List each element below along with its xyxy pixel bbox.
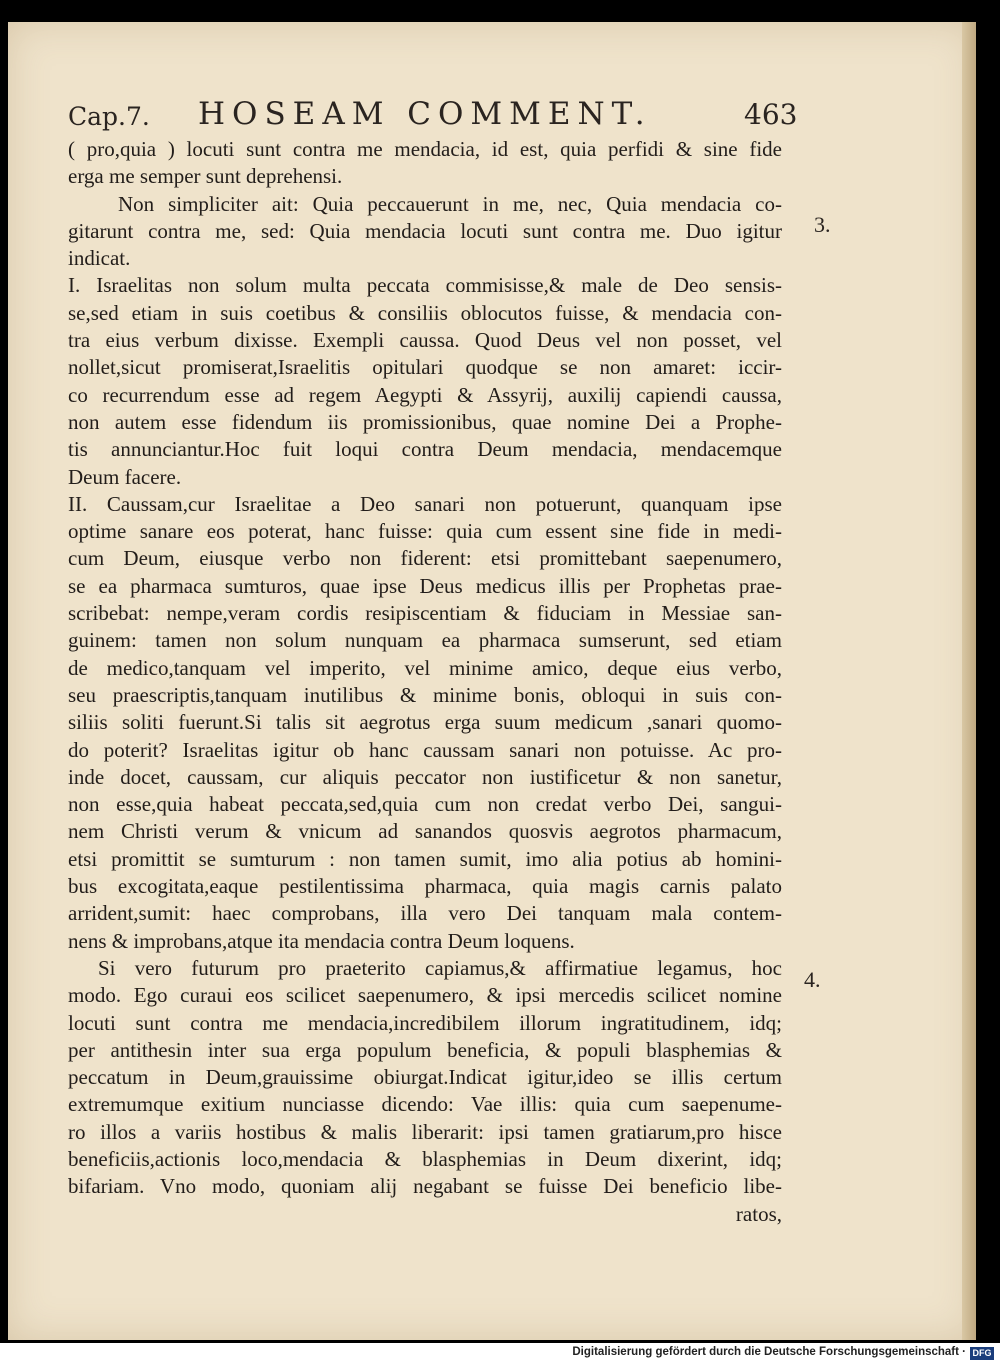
text-line: siliis soliti fuerunt.Si talis sit aegrotus erga suum medicum ,sanari quomo-: [68, 710, 782, 735]
page-edge: [962, 22, 976, 1340]
funding-credit: Digitalisierung gefördert durch die Deutsche Forschungsgemeinschaft ·: [572, 1346, 966, 1358]
text-line: indicat.: [68, 246, 131, 271]
margin-note: 3.: [814, 212, 831, 237]
text-line: optime sanare eos poterat, hanc fuisse: quia cum essent sine fide in medi-: [68, 519, 782, 544]
text-line: per antithesin inter sua erga populum beneficia, & populi blasphemias &: [68, 1037, 782, 1062]
book-page: [8, 22, 976, 1340]
text-line: locuti sunt contra me mendacia,incredibilem illorum ingratitudinem, idq;: [68, 1010, 782, 1035]
text-line: non esse,quia habeat peccata,sed,quia cum non credat verbo Dei, sangui-: [68, 792, 782, 817]
text-line: de medico,tanquam vel imperito, vel minime amico, deque eius verbo,: [68, 655, 782, 680]
text-line: nem Christi verum & vnicum ad sanandos quosvis aegrotos pharmacum,: [68, 819, 782, 844]
text-line: do poterit? Israelitas igitur ob hanc caussam sanari non potuisse. Ac pro-: [68, 737, 782, 762]
text-line: cum Deum, eiusque verbo non fiderent: etsi promittebant saepenumero,: [68, 546, 782, 571]
running-title: HOSEAM COMMENT.: [198, 96, 652, 132]
text-line: seu praescriptis,tanquam inutilibus & minime bonis, obloqui in suis con-: [68, 682, 782, 707]
text-line: extremumque exitium nunciasse dicendo: Vae illis: quia cum saepenume-: [68, 1092, 782, 1117]
text-line: se,sed etiam in suis coetibus & consiliis oblocutos fuisse, & mendacia con-: [68, 300, 782, 325]
text-line: guinem: tamen non solum nunquam ea pharmaca sumserunt, sed etiam: [68, 628, 782, 653]
text-line: modo. Ego curaui eos scilicet saepenumero, & ipsi mercedis scilicet nomine: [68, 983, 782, 1008]
running-header: [8, 84, 976, 134]
text-line: Non simpliciter ait: Quia peccauerunt in me, nec, Quia mendacia co-: [118, 191, 782, 216]
text-line: beneficiis,actionis loco,mendacia & blasphemias in Deum dixerint, idq;: [68, 1146, 782, 1171]
text-line: se ea pharmaca sumturos, quae ipse Deus medicus illis per Prophetas prae-: [68, 573, 782, 598]
text-line: ( pro,quia ) locuti sunt contra me mendacia, id est, quia perfidi & sine fide: [68, 137, 782, 161]
text-line: bus excogitata,eaque pestilentissima pharmaca, quia magis carnis palato: [68, 874, 782, 899]
footer-bar: [0, 1343, 1000, 1364]
text-line: tra eius verbum dixisse. Exempli caussa. Quod Deus vel non posset, vel: [68, 328, 782, 353]
text-line: nens & improbans,atque ita mendacia contra Deum loquens.: [68, 928, 575, 953]
dfg-logo-icon: DFG: [970, 1347, 994, 1360]
text-line: nollet,sicut promiserat,Israelitis opitulari quodque se non amaret: iccir-: [68, 355, 782, 380]
catchword: ratos,: [735, 1201, 782, 1226]
body-text: [68, 136, 782, 1228]
page-number: 463: [744, 98, 798, 131]
text-line: Deum facere.: [68, 464, 182, 489]
text-line: erga me semper sunt deprehensi.: [68, 164, 343, 189]
text-line: I. Israelitas non solum multa peccata commisisse,& male de Deo sensis-: [68, 273, 782, 298]
text-line: gitarunt contra me, sed: Quia mendacia locuti sunt contra me. Duo igitur: [68, 218, 782, 243]
text-line: inde docet, caussam, cur aliquis peccator non iustificetur & non sanetur,: [68, 764, 782, 789]
text-line: peccatum in Deum,grauissime obiurgat.Indicat igitur,ideo se illis certum: [68, 1065, 782, 1090]
text-line: Si vero futurum pro praeterito capiamus,& affirmatiue legamus, hoc: [98, 955, 782, 980]
text-line: arrident,sumit: haec comprobans, illa vero Dei tanquam mala contem-: [68, 901, 782, 926]
margin-note: 4.: [804, 967, 821, 992]
text-line: II. Caussam,cur Israelitae a Deo sanari non potuerunt, quanquam ipse: [68, 491, 782, 516]
text-line: tis annunciantur.Hoc fuit loqui contra Deum mendacia, mendacemque: [68, 437, 782, 462]
chapter-label: Cap.7.: [68, 102, 150, 131]
text-line: co recurrendum esse ad regem Aegypti & Assyrij, auxilij capiendi caussa,: [68, 382, 782, 407]
text-line: non autem esse fidendum iis promissionibus, quae nomine Dei a Prophe-: [68, 409, 782, 434]
text-line: scribebat: nempe,veram cordis resipiscentiam & fiduciam in Messiae san-: [68, 601, 782, 626]
text-line: etsi promittit se sumturum : non tamen sumit, imo alia potius ab homini-: [68, 846, 782, 871]
text-line: bifariam. Vno modo, quoniam alij negabant se fuisse Dei beneficio libe-: [68, 1174, 782, 1199]
text-line: ro illos a variis hostibus & malis liberarit: ipsi tamen gratiarum,pro hisce: [68, 1119, 782, 1144]
